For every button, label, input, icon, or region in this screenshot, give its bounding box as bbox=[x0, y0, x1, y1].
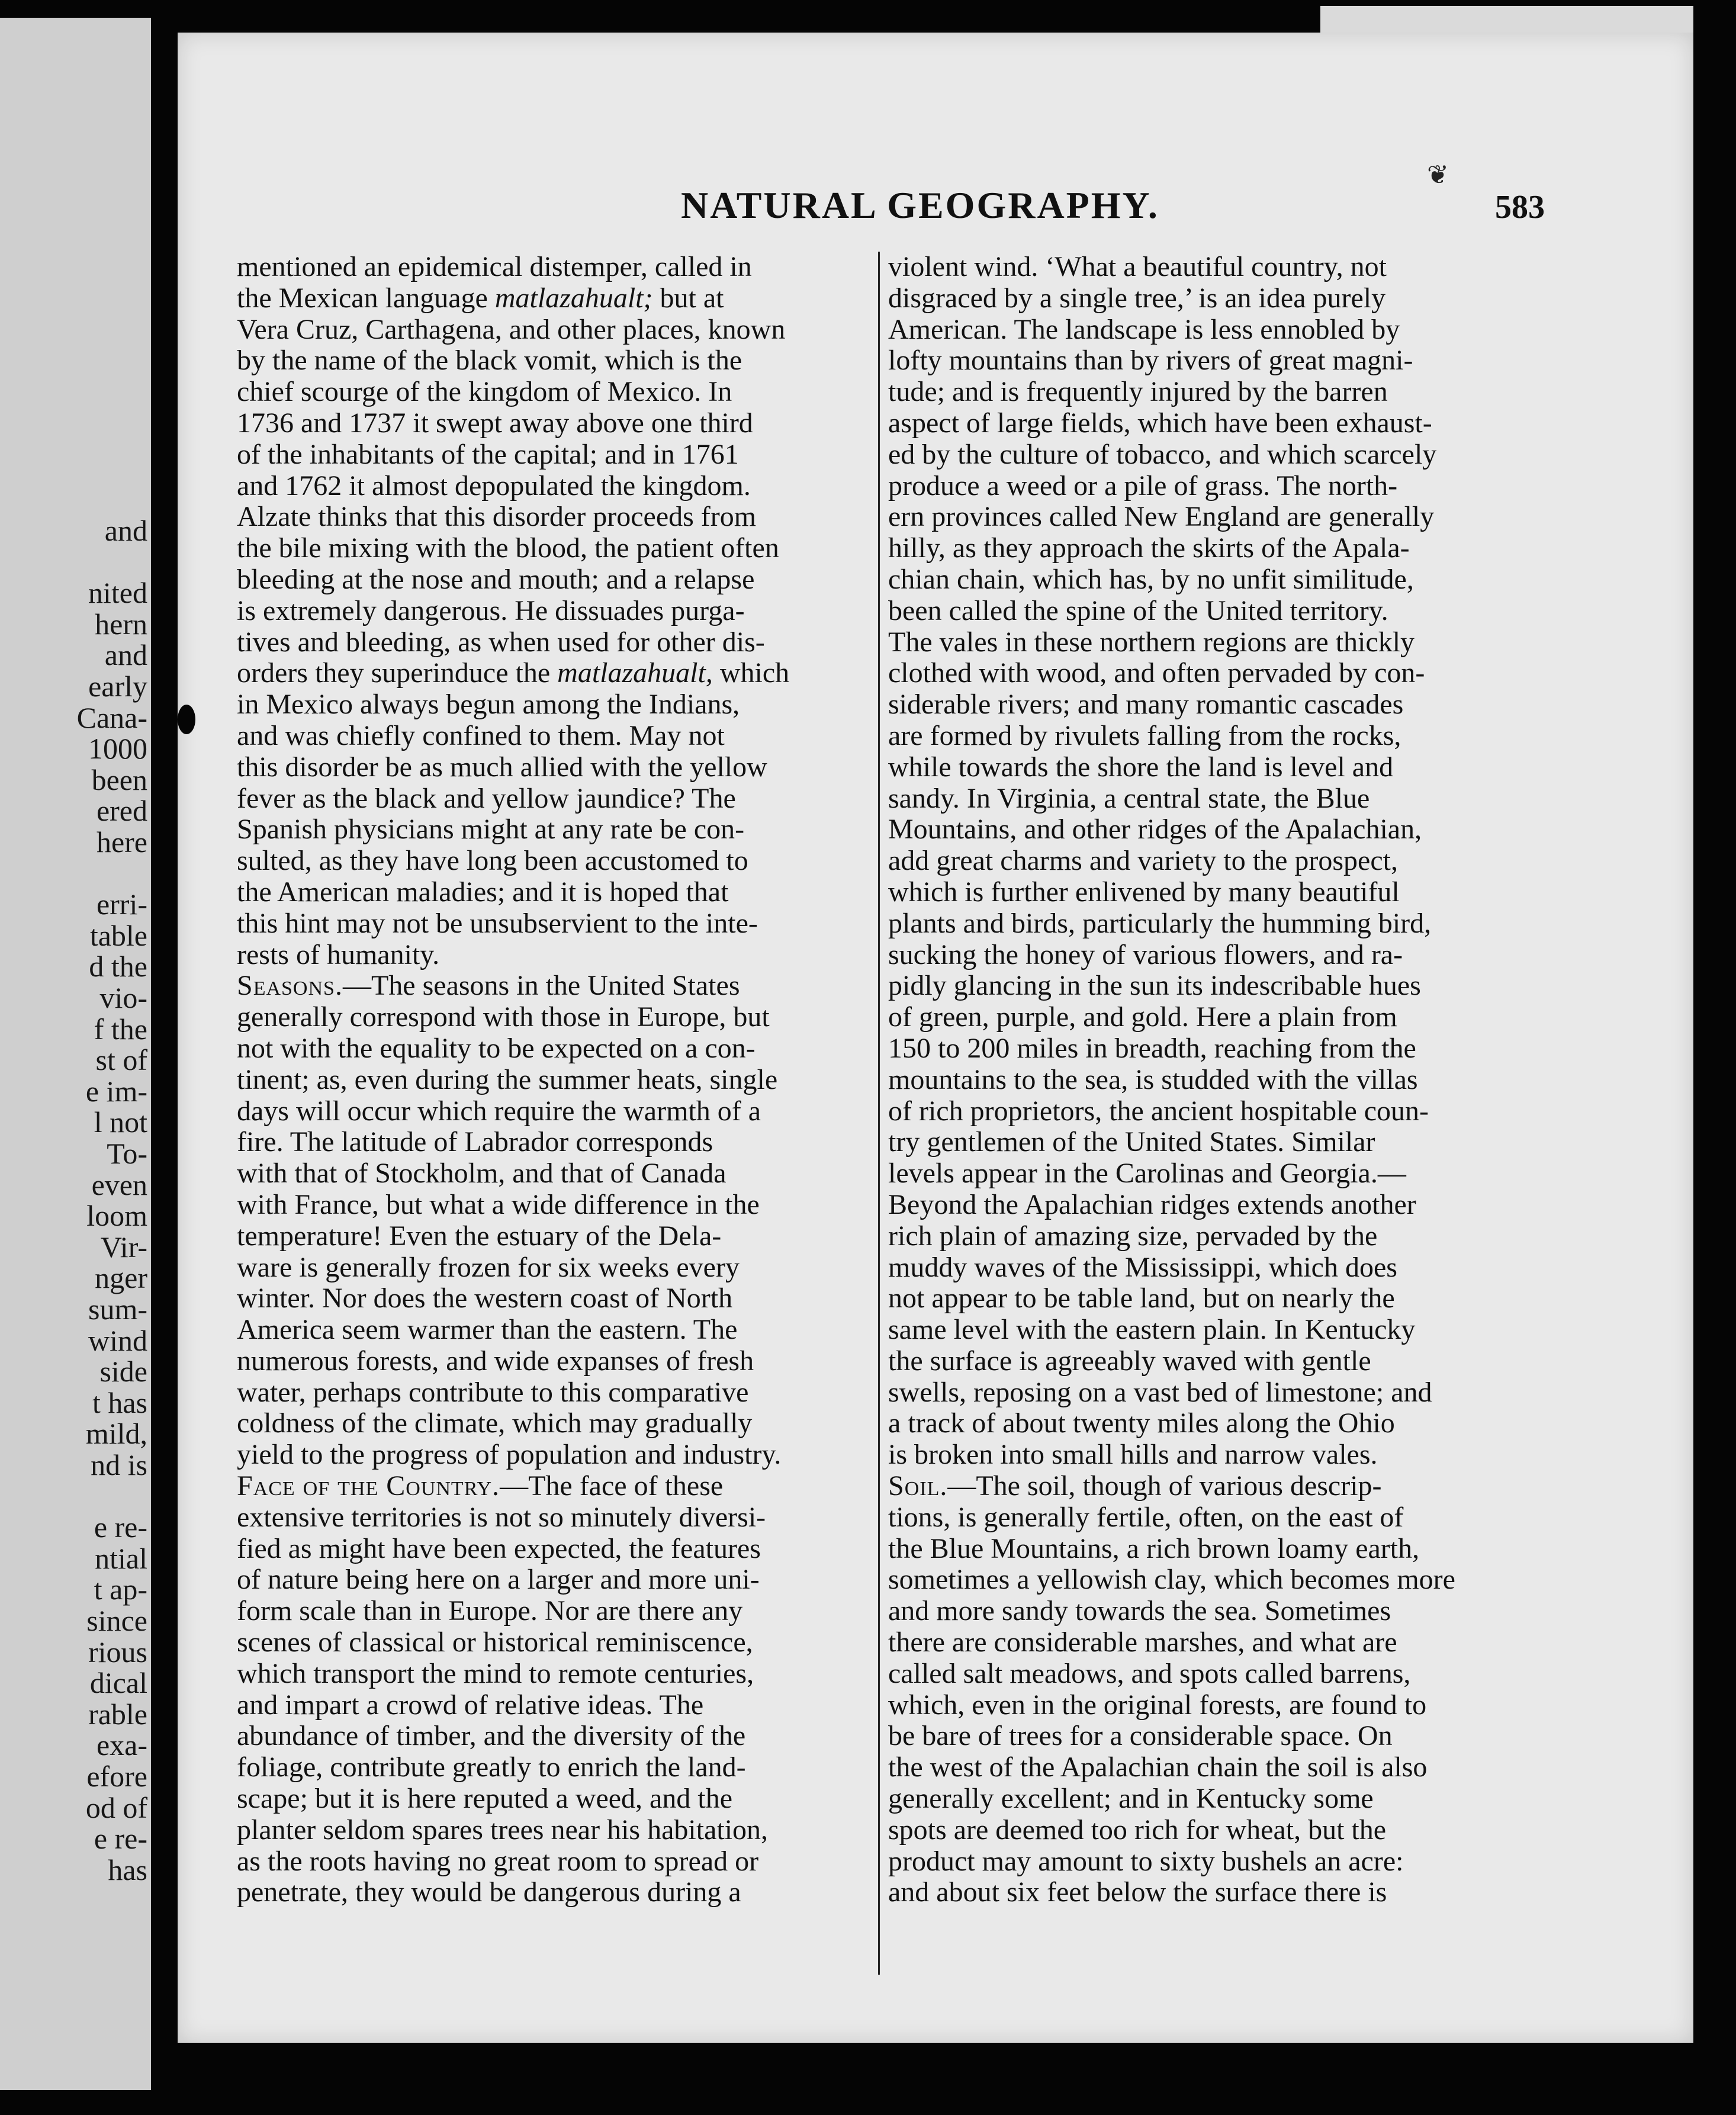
line-text: yield to the progress of population and industry. bbox=[237, 1439, 782, 1471]
right-column-line bbox=[888, 908, 1652, 940]
left-column-line bbox=[237, 877, 876, 908]
line-text: sandy. In Virginia, a central state, the Blue bbox=[888, 782, 1370, 814]
book-gutter bbox=[151, 0, 175, 2115]
line-text: Spanish physicians might at any rate be con- bbox=[237, 814, 745, 846]
right-column-line bbox=[888, 564, 1652, 596]
left-column-line bbox=[237, 1690, 876, 1721]
line-text: numerous forests, and wide expanses of fresh bbox=[237, 1345, 754, 1377]
right-column-line bbox=[888, 1783, 1652, 1815]
line-text: America seem warmer than the eastern. The bbox=[237, 1314, 738, 1346]
left-column-line bbox=[237, 1408, 876, 1439]
line-text: rich plain of amazing size, pervaded by the bbox=[888, 1220, 1378, 1252]
line-text: is extremely dangerous. He dissuades purga- bbox=[237, 594, 745, 626]
line-text: hilly, as they approach the skirts of the Apala- bbox=[888, 532, 1410, 564]
right-column-line bbox=[888, 533, 1652, 564]
line-text: sulted, as they have long been accustomed to bbox=[237, 845, 748, 877]
right-column-line bbox=[888, 283, 1652, 314]
left-page-text-fragment: rious bbox=[88, 1635, 147, 1669]
left-page-text-fragment: st of bbox=[95, 1043, 147, 1077]
left-column-line bbox=[237, 940, 876, 971]
left-column-line bbox=[237, 1377, 876, 1409]
right-column-line bbox=[888, 783, 1652, 815]
line-text: extensive territories is not so minutely diversi- bbox=[237, 1501, 766, 1533]
right-column-line bbox=[888, 877, 1652, 908]
line-text: same level with the eastern plain. In Kentucky bbox=[888, 1314, 1416, 1346]
line-text: there are considerable marshes, and what are bbox=[888, 1627, 1397, 1658]
line-text: days will occur which require the warmth of a bbox=[237, 1095, 761, 1127]
line-text: with that of Stockholm, and that of Canada bbox=[237, 1158, 726, 1190]
line-text: aspect of large fields, which have been exhaust- bbox=[888, 407, 1432, 439]
line-text: which transport the mind to remote centuries, bbox=[237, 1657, 754, 1689]
page-header bbox=[178, 160, 1693, 237]
line-text: is broken into small hills and narrow vales. bbox=[888, 1439, 1378, 1471]
ink-blot bbox=[178, 705, 195, 734]
left-page-text-fragment: t has bbox=[92, 1386, 147, 1419]
line-text: which bbox=[712, 657, 790, 689]
line-text: which is further enlivened by many beautiful bbox=[888, 876, 1400, 908]
line-text: swells, reposing on a vast bed of limestone; and bbox=[888, 1376, 1432, 1408]
left-column-line bbox=[237, 564, 876, 596]
line-text: mountains to the sea, is studded with the villas bbox=[888, 1063, 1418, 1095]
left-column-line bbox=[237, 439, 876, 471]
line-text: siderable rivers; and many romantic cascades bbox=[888, 689, 1404, 721]
left-column-line bbox=[237, 1096, 876, 1127]
left-column-line bbox=[237, 814, 876, 846]
line-text: The vales in these northern regions are thickly bbox=[888, 626, 1415, 658]
line-text: tinent; as, even during the summer heats, single bbox=[237, 1063, 778, 1095]
line-text: the surface is agreeably waved with gentle bbox=[888, 1345, 1371, 1377]
left-column-line bbox=[237, 1252, 876, 1284]
right-column-line bbox=[888, 1721, 1652, 1752]
line-text: the Blue Mountains, a rich brown loamy earth, bbox=[888, 1532, 1420, 1564]
line-text: the bile mixing with the blood, the patient often bbox=[237, 532, 779, 564]
right-column-line bbox=[888, 345, 1652, 377]
left-column-line bbox=[237, 658, 876, 689]
line-text: —The seasons in the United States bbox=[342, 970, 740, 1002]
right-column-line bbox=[888, 1346, 1652, 1377]
line-text: but at bbox=[652, 282, 724, 314]
line-text: be bare of trees for a considerable space. On bbox=[888, 1720, 1393, 1752]
line-text: water, perhaps contribute to this comparative bbox=[237, 1376, 749, 1408]
line-text: the Mexican language bbox=[237, 282, 495, 314]
page-number: 583 bbox=[1495, 189, 1545, 226]
line-text: orders they superinduce the bbox=[237, 657, 558, 689]
ink-mark-icon: ❦ bbox=[1427, 160, 1449, 189]
left-column-line bbox=[237, 1283, 876, 1314]
left-column-line bbox=[237, 1627, 876, 1658]
line-text: Alzate thinks that this disorder proceeds from bbox=[237, 501, 757, 533]
right-column-line bbox=[888, 846, 1652, 877]
line-text: ed by the culture of tobacco, and which scarcely bbox=[888, 438, 1437, 470]
line-text: generally correspond with those in Europe, but bbox=[237, 1001, 770, 1033]
right-column-line bbox=[888, 1127, 1652, 1158]
line-text: mentioned an epidemical distemper, called in bbox=[237, 251, 752, 282]
left-page-text-fragment: early bbox=[88, 670, 147, 703]
left-column-line bbox=[237, 1221, 876, 1252]
line-text: bleeding at the nose and mouth; and a relapse bbox=[237, 563, 755, 595]
right-column-line bbox=[888, 1502, 1652, 1534]
left-column-line bbox=[237, 283, 876, 314]
right-column-line bbox=[888, 439, 1652, 471]
line-text: chian chain, which has, by no unfit similitude, bbox=[888, 563, 1414, 595]
line-text: not with the equality to be expected on a con- bbox=[237, 1032, 756, 1064]
left-page-text-fragment: ntial bbox=[95, 1541, 147, 1575]
left-column-line bbox=[237, 1346, 876, 1377]
line-text: are formed by rivulets falling from the rocks, bbox=[888, 719, 1401, 751]
line-text: and impart a crowd of relative ideas. The bbox=[237, 1689, 704, 1721]
right-column-line bbox=[888, 1283, 1652, 1314]
left-column-line bbox=[237, 1158, 876, 1190]
line-text: by the name of the black vomit, which is the bbox=[237, 345, 742, 377]
line-text: and more sandy towards the sea. Sometimes bbox=[888, 1595, 1391, 1627]
line-text: with France, but what a wide difference in the bbox=[237, 1188, 760, 1220]
line-text: planter seldom spares trees near his habitation, bbox=[237, 1814, 769, 1846]
left-page-text-fragment: sum- bbox=[88, 1293, 147, 1326]
right-column-line bbox=[888, 1564, 1652, 1596]
left-column-line bbox=[237, 252, 876, 283]
line-text: pidly glancing in the sun its indescribable hues bbox=[888, 970, 1421, 1002]
left-page-text-fragment: Cana- bbox=[76, 700, 147, 734]
right-column-line bbox=[888, 1627, 1652, 1658]
left-page-text-fragment: dical bbox=[89, 1666, 147, 1700]
line-text: generally excellent; and in Kentucky some bbox=[888, 1783, 1374, 1815]
left-column-line bbox=[237, 1314, 876, 1346]
line-text: scape; but it is here reputed a weed, and the bbox=[237, 1783, 732, 1815]
left-column-line bbox=[237, 1127, 876, 1158]
left-page-text-fragment: been bbox=[91, 763, 147, 796]
left-column-line bbox=[237, 1502, 876, 1534]
line-text: Beyond the Apalachian ridges extends another bbox=[888, 1188, 1416, 1220]
text-column-left bbox=[237, 252, 888, 1908]
line-text: foliage, contribute greatly to enrich the land- bbox=[237, 1751, 746, 1783]
right-column-line bbox=[888, 1065, 1652, 1096]
line-text: been called the spine of the United territory. bbox=[888, 594, 1388, 626]
line-text: penetrate, they would be dangerous during a bbox=[237, 1876, 741, 1908]
line-text: Vera Cruz, Carthagena, and other places, known bbox=[237, 313, 786, 345]
line-text: ern provinces called New England are generally bbox=[888, 501, 1435, 533]
left-page-text-fragment: efore bbox=[86, 1760, 147, 1793]
right-column-line bbox=[888, 1408, 1652, 1439]
right-column-line bbox=[888, 1846, 1652, 1878]
right-column-line bbox=[888, 689, 1652, 721]
left-column-line bbox=[237, 1439, 876, 1471]
left-page-text-fragment: mild, bbox=[85, 1417, 147, 1451]
right-column-line bbox=[888, 627, 1652, 658]
right-column-line bbox=[888, 658, 1652, 689]
line-text: tude; and is frequently injured by the barren bbox=[888, 376, 1388, 408]
right-column-line bbox=[888, 502, 1652, 533]
line-text: fied as might have been expected, the features bbox=[237, 1532, 761, 1564]
line-text: coldness of the climate, which may gradually bbox=[237, 1407, 753, 1439]
right-column-line bbox=[888, 970, 1652, 1002]
line-text: in Mexico always begun among the Indians, bbox=[237, 689, 740, 721]
left-page-text-fragment: To- bbox=[107, 1137, 147, 1170]
right-column-line bbox=[888, 1221, 1652, 1252]
line-text: temperature! Even the estuary of the Dela- bbox=[237, 1220, 722, 1252]
left-page-text-fragment: wind bbox=[88, 1323, 147, 1357]
line-text: which, even in the original forests, are found to bbox=[888, 1689, 1427, 1721]
line-text: of rich proprietors, the ancient hospitable coun- bbox=[888, 1095, 1429, 1127]
left-column-line bbox=[237, 1721, 876, 1752]
left-page-text-fragment: exa- bbox=[96, 1728, 147, 1762]
right-column-line bbox=[888, 814, 1652, 846]
left-page-text-fragment: even bbox=[91, 1168, 147, 1201]
left-column-line bbox=[237, 533, 876, 564]
left-column-line bbox=[237, 783, 876, 815]
line-text: lofty mountains than by rivers of great magni- bbox=[888, 345, 1413, 377]
line-text: produce a weed or a pile of grass. The north- bbox=[888, 470, 1398, 502]
running-head: NATURAL GEOGRAPHY. bbox=[681, 184, 1159, 226]
right-column-line bbox=[888, 752, 1652, 783]
line-text: of the inhabitants of the capital; and in 1761 bbox=[237, 438, 739, 470]
left-page-text-fragment: has bbox=[108, 1853, 147, 1886]
line-text: form scale than in Europe. Nor are there any bbox=[237, 1595, 743, 1627]
left-page-text-fragment: erri- bbox=[96, 888, 147, 921]
line-text: violent wind. ‘What a beautiful country, not bbox=[888, 251, 1387, 282]
left-column-line bbox=[237, 345, 876, 377]
line-text: of nature being here on a larger and more uni- bbox=[237, 1564, 760, 1596]
right-column-line bbox=[888, 1471, 1652, 1502]
left-page-text-fragment: table bbox=[89, 918, 147, 952]
left-page-text-fragment: nd is bbox=[91, 1448, 147, 1481]
right-column-line bbox=[888, 314, 1652, 346]
left-column-line bbox=[237, 1534, 876, 1565]
line-text: the west of the Apalachian chain the soil is also bbox=[888, 1751, 1428, 1783]
left-column-line bbox=[237, 1752, 876, 1783]
left-column-line bbox=[237, 1002, 876, 1033]
line-text: and was chiefly confined to them. May not bbox=[237, 719, 725, 751]
right-column-line bbox=[888, 1877, 1652, 1908]
line-text: —The soil, though of various descrip- bbox=[947, 1470, 1382, 1502]
adjacent-left-page bbox=[0, 18, 151, 2090]
line-text: tives and bleeding, as when used for other dis- bbox=[237, 626, 765, 658]
right-column-line bbox=[888, 1314, 1652, 1346]
left-column-line bbox=[237, 408, 876, 439]
line-text: fire. The latitude of Labrador corresponds bbox=[237, 1126, 713, 1158]
right-column-line bbox=[888, 1534, 1652, 1565]
left-column-line bbox=[237, 502, 876, 533]
line-text: tions, is generally fertile, often, on the east of bbox=[888, 1501, 1404, 1533]
text-column-right bbox=[888, 252, 1652, 1908]
left-page-text-fragment: vio- bbox=[99, 981, 147, 1014]
left-page-text-fragment: and bbox=[104, 514, 147, 547]
right-column-line bbox=[888, 1190, 1652, 1221]
right-column-line bbox=[888, 1158, 1652, 1190]
left-page-text-fragment: nger bbox=[95, 1261, 147, 1295]
left-page-text-fragment: side bbox=[99, 1355, 147, 1388]
left-column-line bbox=[237, 1471, 876, 1502]
left-column-line bbox=[237, 752, 876, 783]
left-page-text-fragment: rable bbox=[88, 1697, 147, 1731]
left-column-line bbox=[237, 1783, 876, 1815]
left-page-text-fragment: loom bbox=[86, 1199, 147, 1233]
left-column-line bbox=[237, 1877, 876, 1908]
italic-term: matlazahualt; bbox=[494, 282, 653, 314]
left-page-text-fragment: e re- bbox=[94, 1822, 147, 1856]
line-text: chief scourge of the kingdom of Mexico. In bbox=[237, 376, 732, 408]
line-text: scenes of classical or historical reminiscence, bbox=[237, 1627, 753, 1658]
line-text: not appear to be table land, but on nearly the bbox=[888, 1282, 1395, 1314]
left-column-line bbox=[237, 596, 876, 627]
right-column-line bbox=[888, 471, 1652, 502]
right-column-line bbox=[888, 1596, 1652, 1627]
left-page-text-fragment: and bbox=[104, 638, 147, 672]
left-column-line bbox=[237, 908, 876, 940]
italic-term: matlazahualt, bbox=[557, 657, 713, 689]
line-text: spots are deemed too rich for wheat, but the bbox=[888, 1814, 1387, 1846]
line-text: try gentlemen of the United States. Similar bbox=[888, 1126, 1375, 1158]
right-column-line bbox=[888, 596, 1652, 627]
left-page-text-fragment: l not bbox=[94, 1105, 147, 1139]
left-column-line bbox=[237, 1596, 876, 1627]
line-text: muddy waves of the Mississippi, which does bbox=[888, 1251, 1397, 1283]
line-text: a track of about twenty miles along the Ohio bbox=[888, 1407, 1395, 1439]
left-column-line bbox=[237, 970, 876, 1002]
line-text: —The face of these bbox=[500, 1470, 724, 1502]
line-text: clothed with wood, and often pervaded by con- bbox=[888, 657, 1425, 689]
section-heading: Face of the Country. bbox=[237, 1470, 500, 1502]
line-text: levels appear in the Carolinas and Georgia.— bbox=[888, 1158, 1406, 1190]
column-divider bbox=[878, 252, 880, 1975]
right-column-line bbox=[888, 1252, 1652, 1284]
line-text: add great charms and variety to the prospect, bbox=[888, 845, 1398, 877]
right-column-line bbox=[888, 1033, 1652, 1065]
line-text: ware is generally frozen for six weeks every bbox=[237, 1251, 740, 1283]
right-column-line bbox=[888, 940, 1652, 971]
line-text: as the roots having no great room to spread or bbox=[237, 1845, 759, 1877]
line-text: disgraced by a single tree,’ is an idea purely bbox=[888, 282, 1386, 314]
line-text: product may amount to sixty bushels an acre: bbox=[888, 1845, 1404, 1877]
left-page-text-fragment: e re- bbox=[94, 1510, 147, 1544]
line-text: sometimes a yellowish clay, which becomes more bbox=[888, 1564, 1455, 1596]
right-column-line bbox=[888, 1377, 1652, 1409]
left-page-text-fragment: Vir- bbox=[100, 1230, 147, 1264]
right-column-line bbox=[888, 1690, 1652, 1721]
right-column-line bbox=[888, 1096, 1652, 1127]
line-text: Mountains, and other ridges of the Apalachian, bbox=[888, 814, 1422, 846]
right-column-line bbox=[888, 377, 1652, 408]
left-column-line bbox=[237, 627, 876, 658]
left-page-text-fragment: e im- bbox=[85, 1074, 147, 1108]
section-heading: Seasons. bbox=[237, 970, 343, 1002]
right-column-line bbox=[888, 408, 1652, 439]
line-text: of green, purple, and gold. Here a plain from bbox=[888, 1001, 1397, 1033]
right-column-line bbox=[888, 1815, 1652, 1846]
left-column-line bbox=[237, 1815, 876, 1846]
line-text: 150 to 200 miles in breadth, reaching from the bbox=[888, 1032, 1416, 1064]
left-column-line bbox=[237, 1564, 876, 1596]
line-text: rests of humanity. bbox=[237, 938, 440, 970]
left-column-line bbox=[237, 1846, 876, 1878]
right-column-line bbox=[888, 1658, 1652, 1690]
section-heading: Soil. bbox=[888, 1470, 948, 1502]
left-page-text-fragment: od of bbox=[85, 1791, 147, 1824]
book-page bbox=[178, 33, 1693, 2043]
right-column-line bbox=[888, 1439, 1652, 1471]
line-text: American. The landscape is less ennobled by bbox=[888, 313, 1400, 345]
line-text: called salt meadows, and spots called barrens, bbox=[888, 1657, 1411, 1689]
line-text: abundance of timber, and the diversity of the bbox=[237, 1720, 746, 1752]
left-page-text-fragment: here bbox=[96, 825, 147, 859]
line-text: the American maladies; and it is hoped that bbox=[237, 876, 729, 908]
left-column-line bbox=[237, 314, 876, 346]
right-column-line bbox=[888, 1752, 1652, 1783]
left-column-line bbox=[237, 1033, 876, 1065]
left-column-line bbox=[237, 377, 876, 408]
right-column-line bbox=[888, 252, 1652, 283]
right-column-line bbox=[888, 1002, 1652, 1033]
line-text: sucking the honey of various flowers, and ra- bbox=[888, 938, 1403, 970]
line-text: 1736 and 1737 it swept away above one third bbox=[237, 407, 753, 439]
left-page-text-fragment: t ap- bbox=[94, 1573, 147, 1606]
line-text: this hint may not be unsubservient to the inte- bbox=[237, 907, 758, 939]
right-column-line bbox=[888, 721, 1652, 752]
left-column-line bbox=[237, 1065, 876, 1096]
line-text: and about six feet below the surface there is bbox=[888, 1876, 1387, 1908]
line-text: and 1762 it almost depopulated the kingdom. bbox=[237, 470, 751, 502]
left-page-text-fragment: ered bbox=[96, 794, 147, 828]
left-column-line bbox=[237, 721, 876, 752]
left-page-text-fragment: since bbox=[86, 1604, 147, 1637]
line-text: plants and birds, particularly the humming bird, bbox=[888, 907, 1432, 939]
left-page-text-fragment: hern bbox=[95, 607, 147, 641]
line-text: while towards the shore the land is level and bbox=[888, 751, 1394, 783]
left-page-text-fragment: f the bbox=[94, 1012, 147, 1046]
line-text: winter. Nor does the western coast of North bbox=[237, 1282, 733, 1314]
left-column-line bbox=[237, 846, 876, 877]
left-column-line bbox=[237, 1190, 876, 1221]
left-column-line bbox=[237, 1658, 876, 1690]
line-text: this disorder be as much allied with the yellow bbox=[237, 751, 767, 783]
left-page-text-fragment: 1000 bbox=[88, 732, 147, 766]
left-page-text-fragment: d the bbox=[89, 950, 147, 983]
left-column-line bbox=[237, 689, 876, 721]
left-column-line bbox=[237, 471, 876, 502]
left-page-text-fragment: nited bbox=[88, 576, 147, 610]
line-text: fever as the black and yellow jaundice? The bbox=[237, 782, 736, 814]
